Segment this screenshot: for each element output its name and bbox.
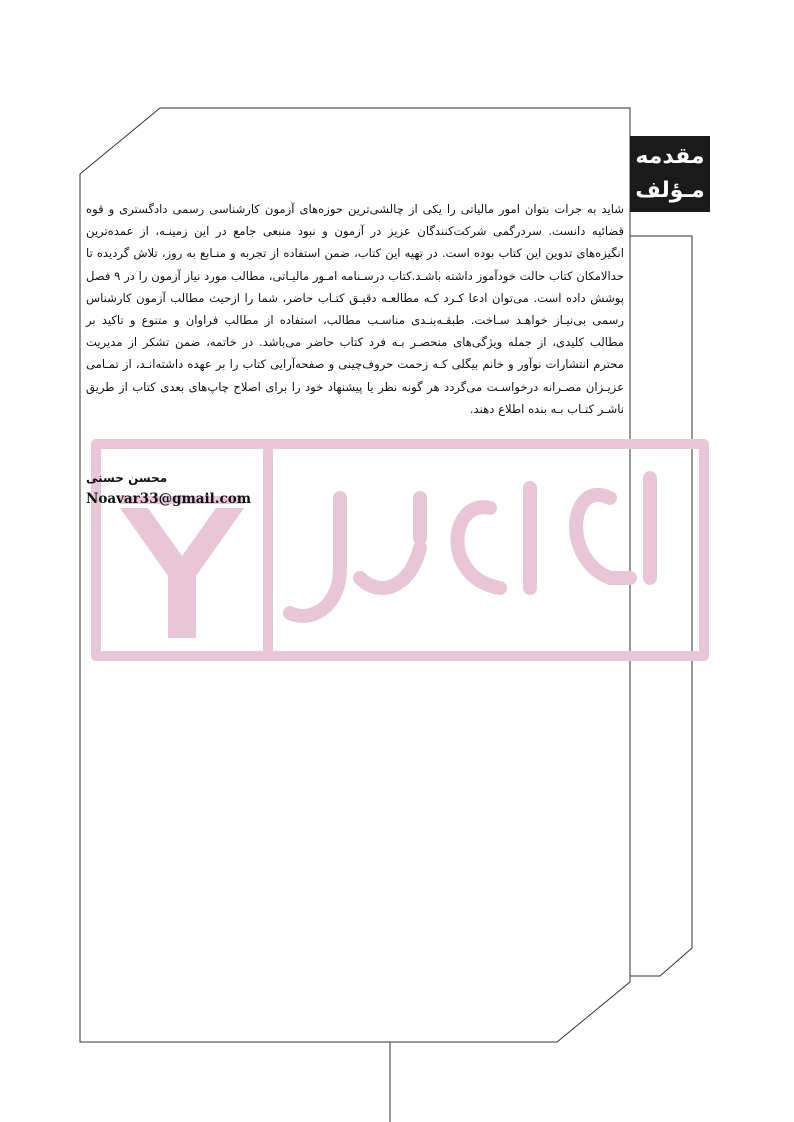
preface-paragraph: شاید به جرات بتوان امور مالیاتی را یکی از چالشی‌ترین حوزه‌های آزمون کارشناسی رسمی دادگستری و قوه قضائیه دانست. سردرگمی شرکت‌کنندگان عزیز در آزمون و نبود منبعی جامع در این زمینـه، از عمده‌ترین انگیزه‌های تدوین این کتاب بوده است. در تهیه این کتاب، ضمن استفاده از تجربه و منـابع به روز، تلاش گردیده تا حدالامکان کتاب حالت خودآموز داشته باشـد.کتاب درسـنامه امـور مالیـاتی، مطالب مورد نیاز آزمون را در ۹ فصل پوشش داده است. می‌توان ادعا کـرد کـه مطالعـه دقیـق کتـاب حاضر، شما را ازحیث مطالب آزمون کارشناس رسمی بی‌نیـاز خواهـد سـاخت. طبقـه‌بنـدی مناسـب مطالب، استفاده از مطالب فراوان و متنوع و تاکید بر مطالب کلیدی، از جمله ویژگی‌های منحصـر بـه فرد کتاب حاضر می‌باشد. در خاتمه، ضمن تشکر از مدیریت محترم انتشارات نوآور و خانم بیگلی کـه زحمت حروف‌چینی و صفحه‌آرایی کتاب را بر عهده داشته‌انـد، از تمـامی عزیـزان مصـرانه درخواسـت می‌گردد هر گونه نظر یا پیشنهاد خود را برای اصلاح چاپ‌های بعدی کتاب از طریق ناشـر کتـاب بـه بنده اطلاع دهند. [86,202,625,416]
section-title-tab [630,136,710,212]
title-line-2: مـؤلف [635,178,705,203]
author-name: محسن حسنی [86,471,168,485]
title-line-1: مقدمه [635,144,705,169]
author-email: Noavar33@gmail.com [86,491,252,507]
publisher-watermark-logo [90,438,710,662]
